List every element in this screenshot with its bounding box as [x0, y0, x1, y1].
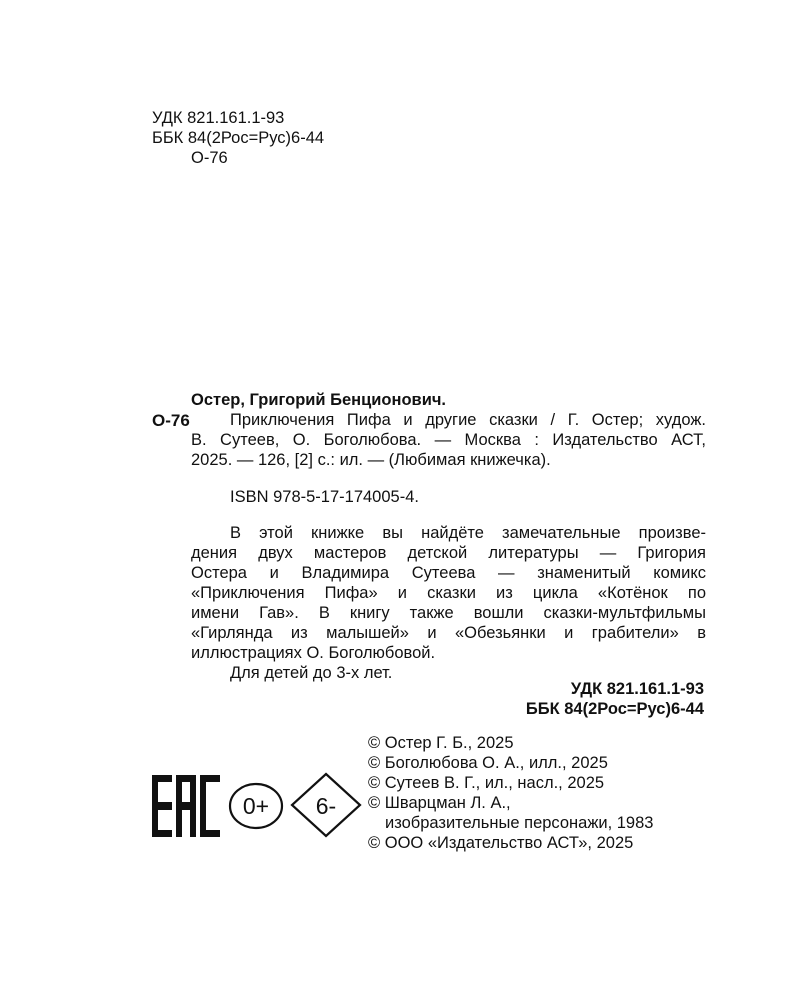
- annotation-line: иллюстрациях О. Боголюбовой.: [191, 644, 436, 662]
- age-label-diamond: [290, 772, 362, 838]
- copyright-line: © Шварцман Л. А.,: [368, 794, 511, 812]
- header-code: О-76: [191, 149, 228, 167]
- annotation-line: В этой книжке вы найдёте замечательные произве-: [230, 524, 706, 542]
- catalog-description-line: В. Сутеев, О. Боголюбова. — Москва : Издательство АСТ,: [191, 431, 706, 449]
- catalog-description-line: 2025. — 126, [2] с.: ил. — (Любимая книжечка).: [191, 451, 551, 469]
- age-rating-circle: [228, 782, 284, 830]
- copyright-line: © Сутеев В. Г., ил., насл., 2025: [368, 774, 605, 792]
- copyright-line: © ООО «Издательство АСТ», 2025: [368, 834, 634, 852]
- catalog-author: Остер, Григорий Бенционович.: [191, 391, 447, 409]
- classification-bbk: ББК 84(2Рос=Рус)6-44: [525, 700, 704, 718]
- age-rating-text: 0+: [242, 793, 270, 819]
- annotation-line: «Приключения Пифа» и сказки из цикла «Котёнок по: [191, 584, 706, 602]
- catalog-index: О-76: [152, 411, 190, 430]
- classification-udk: УДК 821.161.1-93: [570, 680, 704, 698]
- header-bbk: ББК 84(2Рос=Рус)6-44: [152, 129, 325, 147]
- annotation-line: имени Гав». В книгу также вошли сказки-мультфильмы: [191, 604, 706, 622]
- copyright-line: © Боголюбова О. А., илл., 2025: [368, 754, 608, 772]
- copyright-line: изобразительные персонажи, 1983: [385, 814, 654, 832]
- annotation-age-note: Для детей до 3-х лет.: [230, 664, 393, 682]
- annotation-line: дения двух мастеров детской литературы — Григория: [191, 544, 706, 562]
- catalog-description-line: Приключения Пифа и другие сказки / Г. Остер; худож.: [230, 411, 706, 429]
- header-udk: УДК 821.161.1-93: [152, 109, 285, 127]
- annotation-line: Остера и Владимира Сутеева — знаменитый комикс: [191, 564, 706, 582]
- age-label-text: 6-: [315, 793, 337, 819]
- catalog-isbn: ISBN 978-5-17-174005-4.: [230, 488, 419, 506]
- copyright-line: © Остер Г. Б., 2025: [368, 734, 514, 752]
- annotation-line: «Гирлянда из малышей» и «Обезьянки и грабители» в: [191, 624, 706, 642]
- eac-mark-icon: [152, 775, 220, 837]
